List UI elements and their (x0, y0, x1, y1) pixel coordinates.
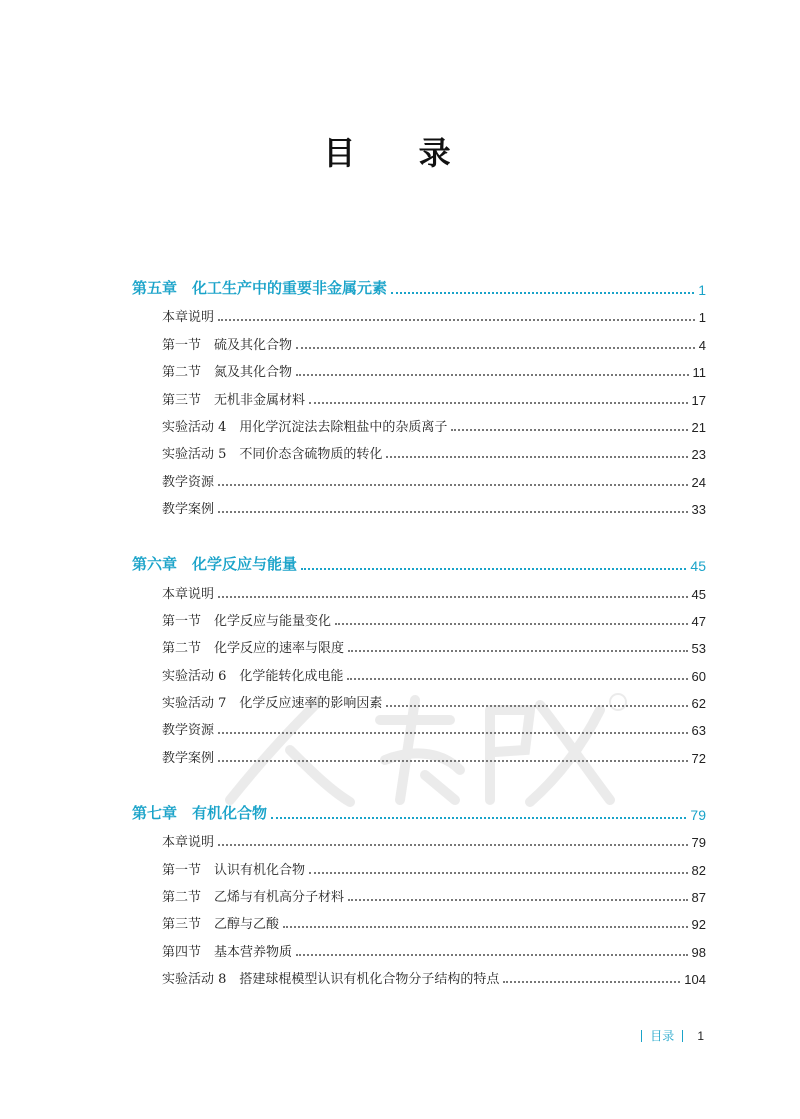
toc-entry-label: 第一节 认识有机化合物 (162, 862, 306, 878)
toc-entry[interactable] (132, 408, 706, 435)
dot-leader (309, 401, 688, 404)
dot-leader (348, 898, 688, 901)
chapter-heading[interactable] (132, 793, 706, 823)
dot-leader (386, 704, 687, 707)
toc-entry[interactable] (132, 629, 706, 656)
dot-leader (218, 759, 688, 762)
toc-entry[interactable] (132, 960, 706, 987)
toc-entry-page-number: 82 (691, 862, 706, 878)
footer-divider (641, 1030, 642, 1042)
toc-entry[interactable] (132, 435, 706, 462)
chapter-title: 第七章 有机化合物 (132, 803, 268, 822)
toc-entry-page-number: 11 (692, 365, 706, 381)
toc-entry-label: 实验活动 8 搭建球棍模型认识有机化合物分子结构的特点 (162, 972, 500, 988)
chapter-heading[interactable] (132, 544, 706, 574)
dot-leader (296, 346, 695, 349)
toc-entry-page-number: 33 (691, 502, 706, 518)
chapter-page-number: 1 (698, 282, 706, 298)
dot-leader (218, 843, 688, 846)
chapter-block (132, 544, 706, 766)
toc-entry-label: 第一节 化学反应与能量变化 (162, 613, 332, 629)
toc-entry[interactable] (132, 602, 706, 629)
toc-entry[interactable] (132, 462, 706, 489)
toc-entry-page-number: 53 (691, 641, 706, 657)
toc-entry-page-number: 62 (691, 696, 706, 712)
chapter-block (132, 268, 706, 517)
toc-entry[interactable] (132, 850, 706, 877)
dot-leader (503, 980, 680, 983)
toc-entry-page-number: 21 (691, 419, 706, 435)
page-title: 目 录 (323, 134, 477, 172)
dot-leader (335, 622, 688, 625)
toc-entry-label: 教学资源 (162, 723, 215, 739)
toc-entry-page-number: 17 (691, 392, 706, 408)
toc-entry-page-number: 79 (691, 835, 706, 851)
toc-entry-label: 教学案例 (162, 502, 215, 518)
dot-leader (451, 428, 687, 431)
toc-entry-label: 第二节 乙烯与有机高分子材料 (162, 890, 345, 906)
toc-entry-label: 第四节 基本营养物质 (162, 944, 293, 960)
chapter-heading[interactable] (132, 268, 706, 298)
toc-entry-label: 实验活动 5 不同价态含硫物质的转化 (162, 447, 383, 463)
toc-entry-page-number: 45 (691, 586, 706, 602)
toc-entry-page-number: 92 (691, 917, 706, 933)
toc-entry-label: 教学案例 (162, 750, 215, 766)
toc-entry-label: 本章说明 (162, 586, 215, 602)
toc-entry[interactable] (132, 380, 706, 407)
dot-leader (391, 291, 694, 294)
table-of-contents (132, 268, 706, 1014)
dot-leader (386, 455, 687, 458)
toc-entry[interactable] (132, 684, 706, 711)
dot-leader (296, 373, 688, 376)
toc-entry-label: 第三节 乙醇与乙酸 (162, 917, 280, 933)
chapter-title: 第六章 化学反应与能量 (132, 555, 298, 574)
dot-leader (348, 649, 688, 652)
toc-entry[interactable] (132, 711, 706, 738)
toc-entry[interactable] (132, 490, 706, 517)
dot-leader (218, 510, 688, 513)
toc-entry[interactable] (132, 738, 706, 765)
dot-leader (218, 731, 688, 734)
toc-entry-page-number: 104 (684, 972, 706, 988)
toc-entry-label: 第二节 氮及其化合物 (162, 365, 293, 381)
toc-entry-label: 第三节 无机非金属材料 (162, 392, 306, 408)
toc-entry[interactable] (132, 298, 706, 325)
dot-leader (301, 567, 686, 570)
dot-leader (271, 816, 686, 819)
footer-divider (682, 1030, 683, 1042)
chapter-title: 第五章 化工生产中的重要非金属元素 (132, 279, 388, 297)
toc-entry[interactable] (132, 932, 706, 959)
toc-entry-page-number: 63 (691, 723, 706, 739)
toc-entry-label: 实验活动 4 用化学沉淀法去除粗盐中的杂质离子 (162, 419, 448, 435)
page-footer (633, 1027, 704, 1044)
dot-leader (347, 677, 687, 680)
footer-page-number: 1 (697, 1028, 704, 1043)
toc-entry-page-number: 87 (691, 890, 706, 906)
toc-entry[interactable] (132, 325, 706, 352)
chapter-page-number: 79 (690, 806, 706, 823)
footer-section-label: 目录 (650, 1029, 675, 1043)
chapter-page-number: 45 (690, 558, 706, 575)
dot-leader (309, 871, 688, 874)
toc-entry-label: 第一节 硫及其化合物 (162, 337, 293, 353)
dot-leader (218, 483, 688, 486)
toc-entry-page-number: 4 (698, 337, 706, 353)
toc-entry-label: 本章说明 (162, 835, 215, 851)
toc-entry[interactable] (132, 823, 706, 850)
toc-entry-label: 第二节 化学反应的速率与限度 (162, 641, 345, 657)
toc-entry-page-number: 72 (691, 750, 706, 766)
toc-entry-label: 实验活动 6 化学能转化成电能 (162, 668, 344, 684)
toc-entry[interactable] (132, 574, 706, 601)
toc-entry-page-number: 47 (691, 613, 706, 629)
toc-entry[interactable] (132, 353, 706, 380)
dot-leader (218, 318, 695, 321)
toc-entry-label: 本章说明 (162, 310, 215, 326)
toc-entry-page-number: 60 (691, 668, 706, 684)
toc-entry-page-number: 23 (691, 447, 706, 463)
dot-leader (283, 925, 688, 928)
toc-entry-page-number: 24 (691, 474, 706, 490)
toc-entry-label: 教学资源 (162, 474, 215, 490)
toc-entry-label: 实验活动 7 化学反应速率的影响因素 (162, 696, 383, 712)
toc-entry[interactable] (132, 656, 706, 683)
toc-entry[interactable] (132, 878, 706, 905)
dot-leader (296, 953, 688, 956)
chapter-block (132, 793, 706, 987)
toc-entry-page-number: 1 (698, 310, 706, 326)
dot-leader (218, 595, 688, 598)
toc-entry[interactable] (132, 905, 706, 932)
toc-entry-page-number: 98 (691, 944, 706, 960)
